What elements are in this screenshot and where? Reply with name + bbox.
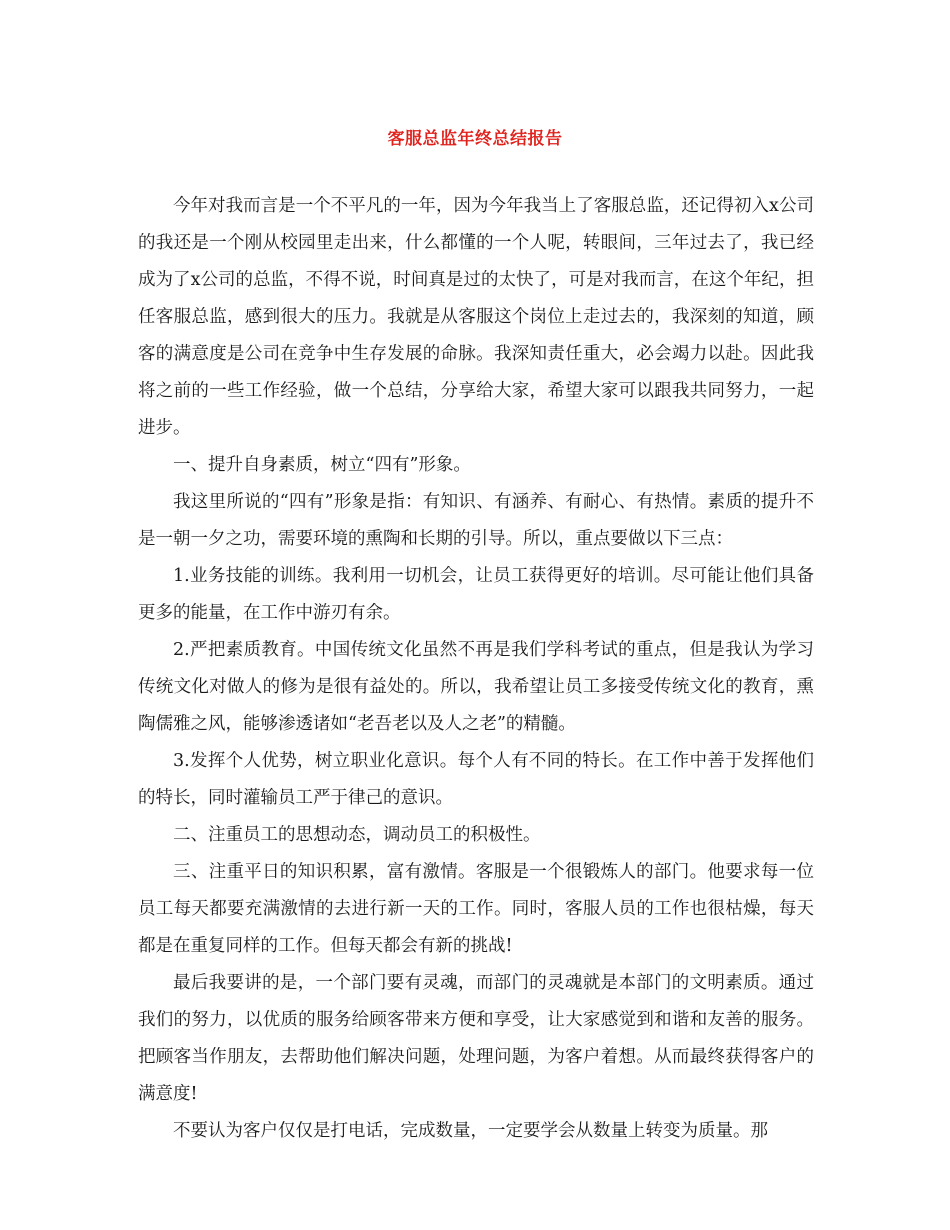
section-heading-3: 三、注重平日的知识积累，富有激情。客服是一个很锻炼人的部门。他要求每一位员工每天都要充满激情的去进行新一天的工作。同时，客服人员的工作也很枯燥，每天都是在重复同样的工作。但每天都会有新的挑战! — [138, 862, 814, 956]
paragraph-intro: 今年对我而言是一个不平凡的一年，因为今年我当上了客服总监，还记得初入x公司的我还是一个刚从校园里走出来，什么都懂的一个人呢，转眼间，三年过去了，我已经成为了x公司的总监，不得不说，时间真是过的太快了，可是对我而言，在这个年纪，担任客服总监，感到很大的压力。我就是从客服这个岗位上走过去的，我深刻的知道，顾客的满意度是公司在竞争中生存发展的命脉。我深知责任重大，必会竭力以赴。因此我将之前的一些工作经验，做一个总结，分享给大家，希望大家可以跟我共同努力，一起进步。 — [138, 196, 814, 438]
paragraph-continued: 不要认为客户仅仅是打电话，完成数量，一定要学会从数量上转变为质量。那 — [173, 1121, 768, 1141]
paragraph-conclusion: 最后我要讲的是，一个部门要有灵魂，而部门的灵魂就是本部门的文明素质。通过我们的努力，以优质的服务给顾客带来方便和享受，让大家感觉到和谐和友善的服务。把顾客当作朋友，去帮助他们解决问题，处理问题，为客户着想。从而最终获得客户的满意度! — [138, 973, 814, 1104]
paragraph-four-qualities: 我这里所说的“四有”形象是指：有知识、有涵养、有耐心、有热情。素质的提升不是一朝一夕之功，需要环境的熏陶和长期的引导。所以，重点要做以下三点： — [138, 492, 814, 549]
section-heading-2: 二、注重员工的思想动态，调动员工的积极性。 — [173, 825, 541, 845]
list-item-3: 3.发挥个人优势，树立职业化意识。每个人有不同的特长。在工作中善于发挥他们的特长，同时灌输员工严于律己的意识。 — [138, 751, 814, 808]
list-item-2: 2.严把素质教育。中国传统文化虽然不再是我们学科考试的重点，但是我认为学习传统文化对做人的修为是很有益处的。所以，我希望让员工多接受传统文化的教育，熏陶儒雅之风，能够渗透诸如“老吾老以及人之老”的精髓。 — [138, 640, 814, 734]
section-heading-1: 一、提升自身素质，树立“四有”形象。 — [173, 455, 471, 475]
list-item-1: 1.业务技能的训练。我利用一切机会，让员工获得更好的培训。尽可能让他们具备更多的能量，在工作中游刃有余。 — [138, 566, 814, 623]
document-body — [138, 188, 814, 1150]
document-title: 客服总监年终总结报告 — [387, 129, 563, 149]
